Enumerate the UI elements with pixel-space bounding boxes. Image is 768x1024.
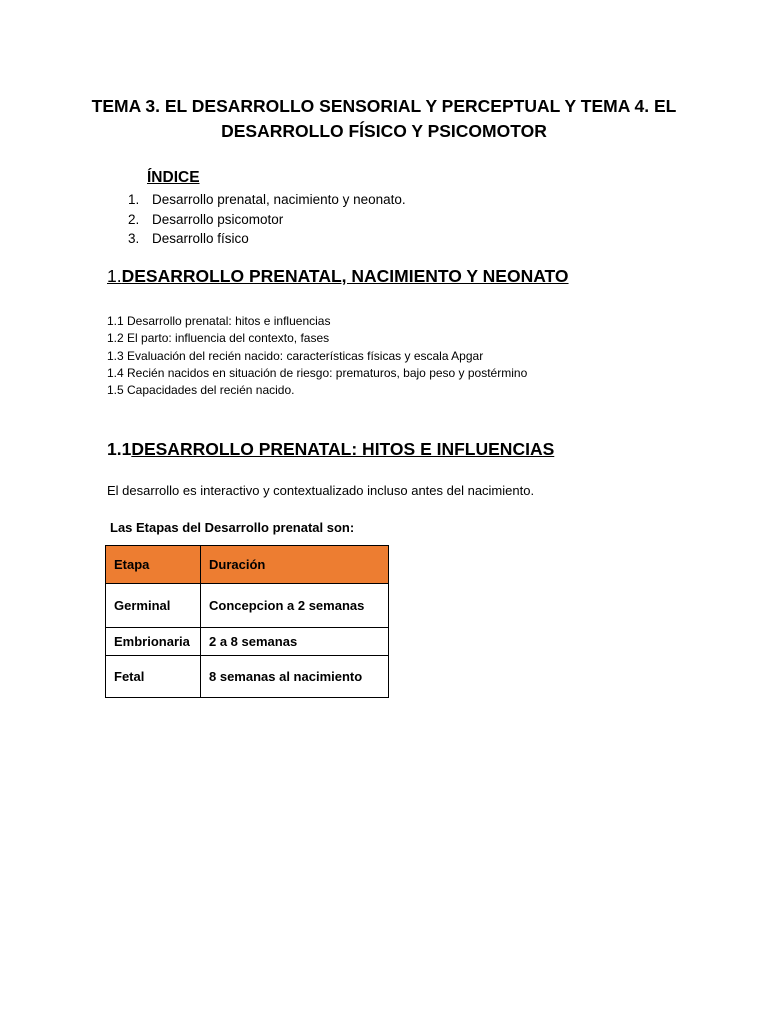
table-row [106, 656, 389, 698]
index-item-text: Desarrollo físico [152, 231, 249, 246]
section-1-number: 1. [107, 266, 122, 286]
section-1-heading [107, 266, 569, 287]
subsection-item: 1.4 Recién nacidos en situación de riesgo: prematuros, bajo peso y postérmino [107, 365, 528, 380]
subsection-list [107, 313, 527, 399]
index-item [128, 210, 406, 230]
subsection-item: 1.2 El parto: influencia del contexto, fases [107, 331, 330, 346]
index-item-text: Desarrollo prenatal, nacimiento y neonato. [152, 192, 406, 207]
intro-paragraph: El desarrollo es interactivo y contextualizado incluso antes del nacimiento. [107, 483, 535, 498]
table-row [106, 584, 389, 628]
index-item-number: 1. [128, 192, 140, 207]
subsection-item: 1.1 Desarrollo prenatal: hitos e influencias [107, 314, 331, 328]
table-row [106, 628, 389, 656]
table-cell: 8 semanas al nacimiento [201, 656, 389, 698]
section-1-title: DESARROLLO PRENATAL, NACIMIENTO Y NEONATO [121, 266, 569, 286]
subsection-item: 1.5 Capacidades del recién nacido. [107, 383, 295, 398]
index-item-number: 3. [128, 231, 140, 246]
index-item [128, 229, 406, 249]
table-cell: 2 a 8 semanas [201, 628, 389, 656]
index-list [128, 190, 406, 249]
index-item-number: 2. [128, 211, 140, 227]
document-title: TEMA 3. EL DESARROLLO SENSORIAL Y PERCEPTUAL Y TEMA 4. EL DESARROLLO FÍSICO Y PSICOMOTOR [91, 96, 677, 141]
table-header-row [106, 546, 389, 584]
index-heading: ÍNDICE [147, 169, 200, 186]
table-header-cell: Etapa [106, 546, 201, 584]
section-1-1-heading [107, 439, 554, 460]
table-header-cell: Duración [201, 546, 389, 584]
section-1-1-number: 1.1 [107, 439, 132, 459]
table-cell: Concepcion a 2 semanas [201, 584, 389, 628]
index-item-text: Desarrollo psicomotor [152, 211, 284, 227]
subsection-item: 1.3 Evaluación del recién nacido: características físicas y escala Apgar [107, 348, 484, 363]
table-caption: Las Etapas del Desarrollo prenatal son: [110, 520, 355, 535]
table-cell: Embrionaria [106, 628, 201, 656]
table-cell: Fetal [106, 656, 201, 698]
index-item [128, 190, 406, 210]
prenatal-stages-table [105, 545, 389, 698]
section-1-1-title: DESARROLLO PRENATAL: HITOS E INFLUENCIAS [131, 439, 555, 459]
table-cell: Germinal [106, 584, 201, 628]
